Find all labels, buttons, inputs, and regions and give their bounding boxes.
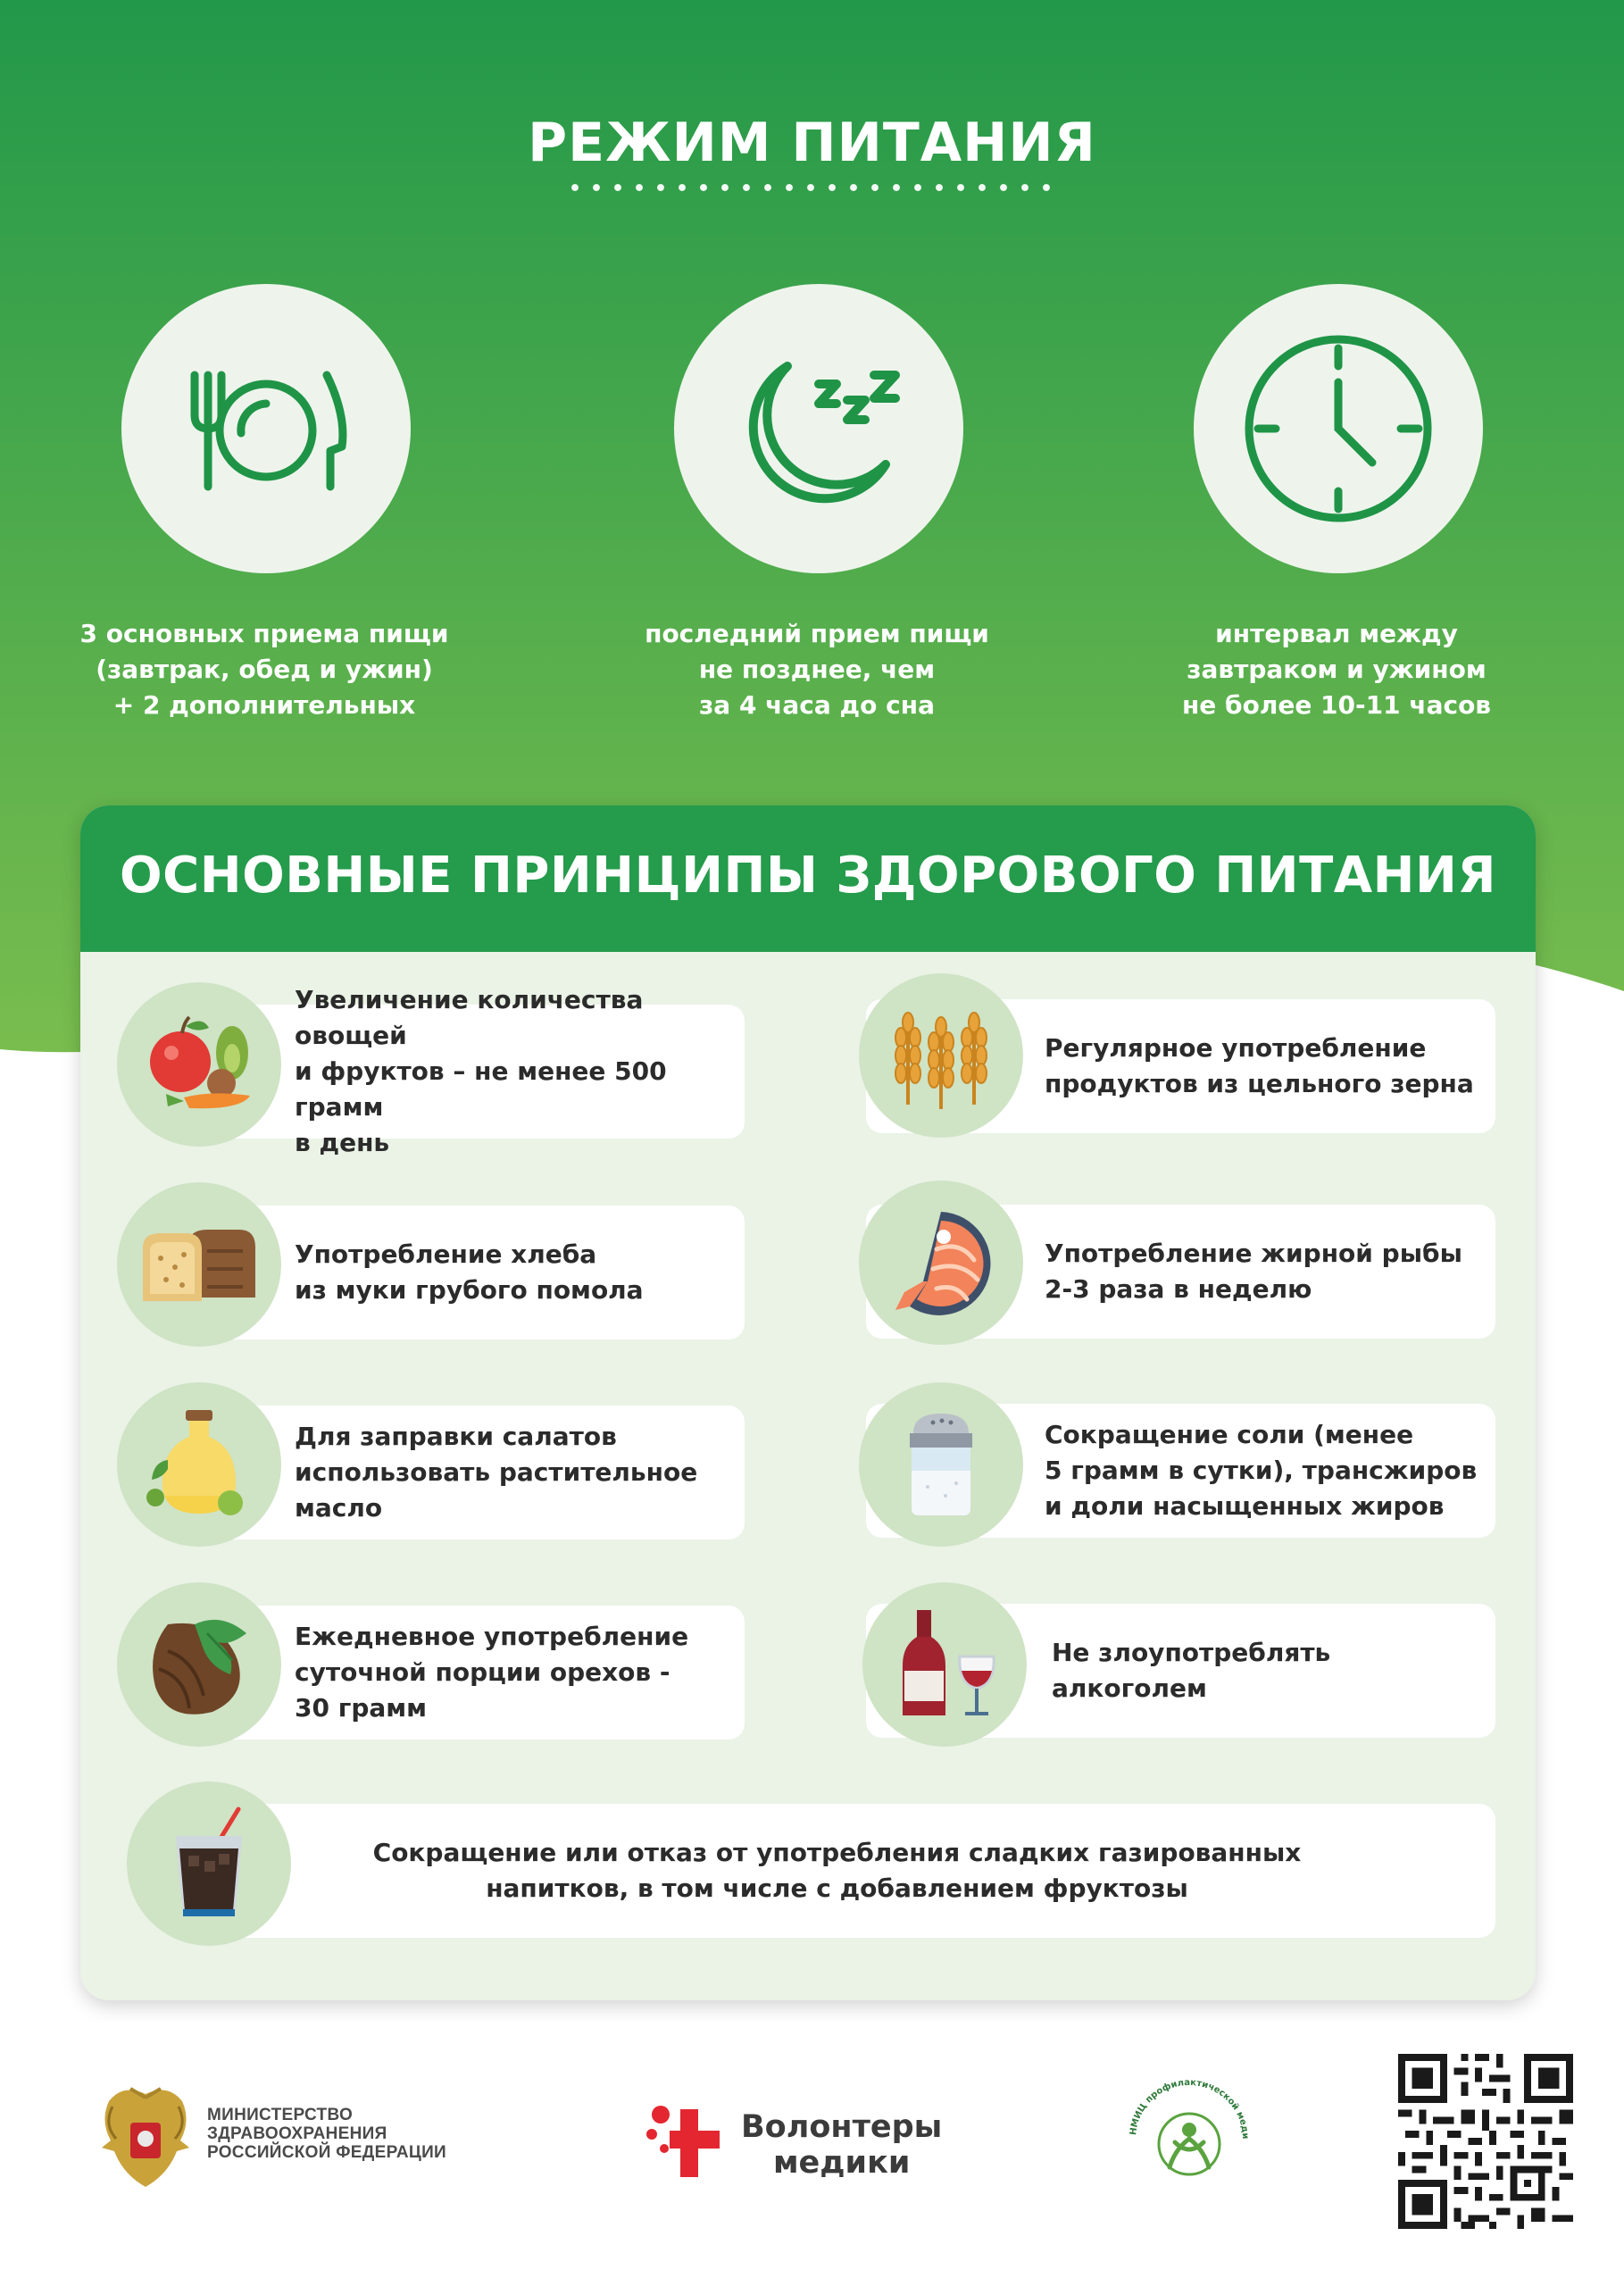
wine-circle: [862, 1582, 1027, 1747]
principle-card-soda: [179, 1804, 1495, 1938]
volunteers-cross-icon: [645, 2102, 727, 2184]
principle-text-line: напитков, в том числе с добавлением фруктозы: [486, 1873, 1188, 1903]
meal-interval-text: [1122, 616, 1551, 723]
principle-text-line: 30 грамм: [295, 1693, 428, 1723]
principle-text-line: Ежедневное употребление: [295, 1622, 689, 1651]
mode-text-line: (завтрак, обед и ужин): [96, 655, 433, 684]
qr-code-icon: [1398, 2054, 1573, 2229]
soda-drink-icon: [142, 1797, 276, 1931]
last-meal-circle: [674, 284, 963, 573]
salt-shaker-icon: [874, 1398, 1008, 1531]
principle-text-line: 2-3 раза в неделю: [1045, 1274, 1312, 1304]
volunteers-line: Волонтеры: [741, 2109, 943, 2145]
title-dots-divider: [571, 184, 1054, 191]
meal-count-text: [50, 616, 479, 723]
volunteers-line: медики: [772, 2145, 911, 2181]
bread-circle: [117, 1182, 281, 1347]
clock-icon: [1240, 330, 1437, 527]
wine-icon: [878, 1598, 1012, 1731]
principle-text-line: в день: [295, 1128, 390, 1157]
wheat-circle: [859, 973, 1023, 1138]
ministry-name: [207, 2106, 446, 2162]
nmic-logo: [1118, 2067, 1261, 2214]
principle-text-line: использовать растительное: [295, 1457, 698, 1487]
principle-text-line: суточной порции орехов -: [295, 1657, 670, 1687]
ministry-line: МИНИСТЕРСТВО: [207, 2106, 354, 2124]
oil-bottle-icon: [132, 1398, 266, 1531]
wheat-icon: [874, 989, 1008, 1122]
principle-text-line: Для заправки салатов: [295, 1422, 617, 1451]
soda-circle: [127, 1782, 291, 1946]
principle-text-line: Сокращение или отказ от употребления сладких газированных: [372, 1838, 1302, 1867]
page-title: РЕЖИМ ПИТАНИЯ: [528, 112, 1096, 174]
mode-text-line: 3 основных приема пищи: [79, 619, 449, 648]
qr-code[interactable]: [1398, 2054, 1573, 2232]
ministry-emblem: [96, 2085, 195, 2194]
principle-text-line: продуктов из цельного зерна: [1045, 1069, 1474, 1098]
nut-circle: [117, 1582, 281, 1747]
bread-icon: [132, 1197, 266, 1331]
mode-text-line: последний прием пищи: [645, 619, 989, 648]
principle-text-line: Сокращение соли (менее: [1045, 1420, 1414, 1449]
mode-text-line: интервал между: [1215, 619, 1458, 648]
nut-icon: [132, 1598, 266, 1731]
ministry-line: РОССИЙСКОЙ ФЕДЕРАЦИИ: [207, 2143, 447, 2162]
principle-text-line: из муки грубого помола: [295, 1275, 644, 1305]
fish-steak-icon: [874, 1196, 1008, 1330]
mode-text-line: не более 10-11 часов: [1181, 690, 1492, 720]
meal-interval-circle: [1194, 284, 1483, 573]
mode-text-line: за 4 часа до сна: [699, 690, 935, 720]
fish-circle: [859, 1181, 1023, 1345]
principles-panel: [80, 805, 1536, 2000]
nmic-label: НМИЦ профилактической меди: [1128, 2077, 1251, 2140]
salt-circle: [859, 1382, 1023, 1547]
moon-sleep-icon: [720, 330, 917, 527]
volunteers-logo: [645, 2102, 727, 2188]
principle-text-line: и доли насыщенных жиров: [1045, 1491, 1445, 1521]
principle-text-line: Увеличение количества овощей: [295, 985, 644, 1050]
principle-text-line: Употребление жирной рыбы: [1045, 1239, 1462, 1268]
last-meal-text: [603, 616, 1031, 723]
coat-of-arms-icon: [96, 2085, 195, 2190]
mode-text-line: не позднее, чем: [698, 655, 936, 684]
principle-text-line: Регулярное употребление: [1045, 1033, 1427, 1063]
fruits-vegetables-icon: [132, 997, 266, 1131]
principle-text-line: алкоголем: [1052, 1673, 1207, 1703]
mode-text-line: завтраком и ужином: [1187, 655, 1487, 684]
principle-text-line: и фруктов – не менее 500 грамм: [295, 1056, 667, 1122]
nmic-emblem-icon: [1118, 2067, 1261, 2210]
mode-text-line: + 2 дополнительных: [112, 690, 416, 720]
principle-text-line: Не злоупотреблять: [1052, 1638, 1331, 1667]
principle-text-line: масло: [295, 1493, 383, 1523]
plate-cutlery-icon: [177, 339, 355, 518]
principle-text-line: 5 грамм в сутки), трансжиров: [1045, 1456, 1478, 1485]
fruits-circle: [117, 982, 281, 1147]
oil-circle: [117, 1382, 281, 1547]
ministry-line: ЗДРАВООХРАНЕНИЯ: [207, 2124, 387, 2143]
volunteers-name: [741, 2109, 942, 2181]
principles-title: ОСНОВНЫЕ ПРИНЦИПЫ ЗДОРОВОГО ПИТАНИЯ: [120, 847, 1496, 905]
principle-text-line: Употребление хлеба: [295, 1239, 597, 1269]
meal-count-circle: [121, 284, 411, 573]
